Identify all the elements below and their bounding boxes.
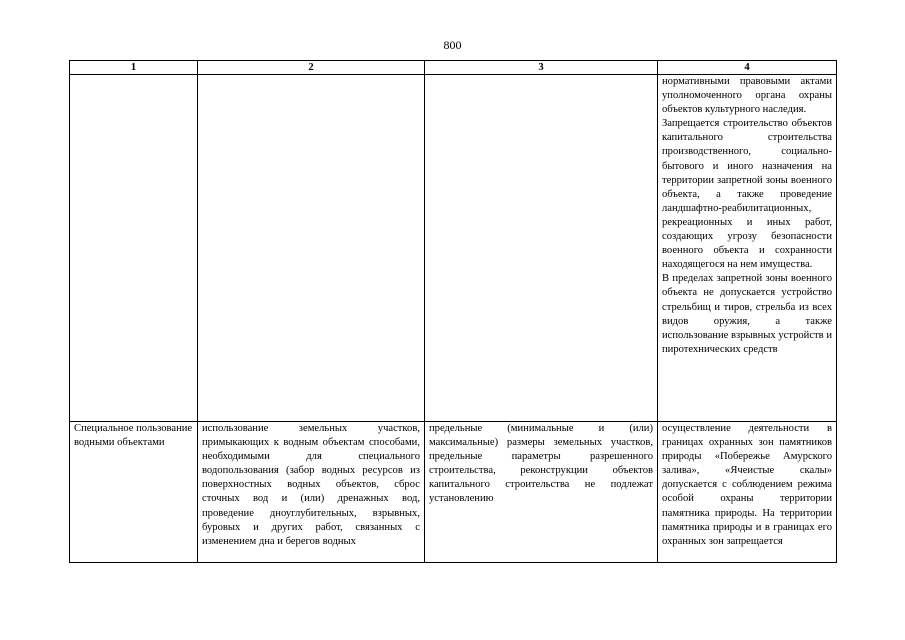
row1-col3-cell: [425, 75, 658, 422]
column-header-4: 4: [658, 61, 837, 75]
row1-col2-cell: [198, 75, 425, 422]
row1-col4-paragraph-3: В пределах запретной зоны военного объекта не допускается устройство стрельбищ и тиров, стрельба из всех видов оружия, а также использование взрывных устройств и пиротехнических средств: [662, 273, 832, 355]
row2-col2-cell: [198, 422, 425, 563]
row2-col2-text: использование земельных участков, примыкающих к водным объектам способами, необходимыми для специального водопользования (забор водных ресурсов из поверхностных водных объектов, сброс сточных вод и (или) дренажных вод, проведение дноуглубительных, взрывных, буровых и других работ, связанных с изменением дна и берегов водных: [202, 423, 420, 547]
row2-col3-cell: [425, 422, 658, 563]
row1-col4-cell: [658, 75, 837, 422]
table-row: [70, 422, 837, 563]
column-header-1: 1: [70, 61, 198, 75]
column-header-2: 2: [198, 61, 425, 75]
table-header-row: [70, 61, 837, 75]
row2-col1-cell: [70, 422, 198, 563]
regulations-table: [69, 60, 837, 563]
row2-col1-text: Специальное пользование водными объектами: [74, 423, 193, 449]
row2-col3-text: предельные (минимальные и (или) максимальные) размеры земельных участков, предельные параметры разрешенного строительства, реконструкции объектов капитального строительства не подлежат установлению: [429, 423, 653, 505]
row1-col4-paragraph-1: нормативными правовыми актами уполномоченного органа охраны объектов культурного наследия.: [662, 76, 832, 116]
row1-col4-paragraph-2: Запрещается строительство объектов капитального строительства производственного, социально-бытового и иного назначения на территории запретной зоны военного объекта, а также проведение ландшафтно-реабилитационных, рекреационных и иных работ, создающих угрозу безопасности военного объекта и сохранности находящегося на нем имущества.: [662, 118, 832, 271]
page-number: 800: [443, 38, 462, 52]
row2-col4-cell: [658, 422, 837, 563]
table-row: [70, 75, 837, 422]
column-header-3: 3: [425, 61, 658, 75]
row1-col1-cell: [70, 75, 198, 422]
row2-col4-text: осуществление деятельности в границах охранных зон памятников природы «Побережье Амурского залива», «Ячеистые скалы» допускается с соблюдением режима особой охраны территории памятника природы. На территории памятника природы и в границах его охранных зон запрещается: [662, 423, 832, 547]
